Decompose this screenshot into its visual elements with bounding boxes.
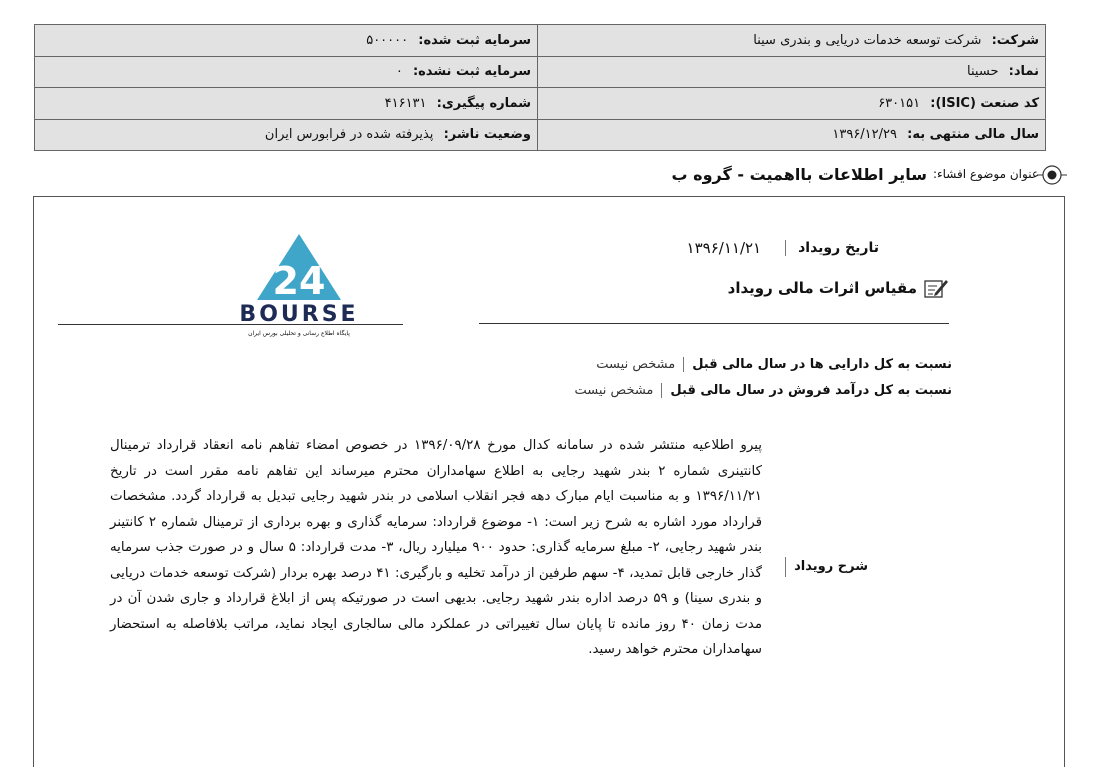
subject-label: عنوان موضوع افشاء: <box>932 167 1039 181</box>
registered-capital-cell <box>35 25 538 57</box>
event-description-label: شرح رویداد <box>785 557 868 577</box>
industry-code-cell <box>538 88 1046 120</box>
bourse-logo-mark-icon <box>229 232 369 302</box>
fiscal-year-label: سال مالی منتهی به: <box>907 127 1039 143</box>
info-row <box>35 88 1046 120</box>
divider <box>479 323 949 324</box>
unregistered-capital-cell <box>35 56 538 88</box>
fiscal-year-cell <box>538 119 1046 151</box>
disclosure-subject <box>672 160 1040 188</box>
publisher-status-value: پذیرفته شده در فرابورس ایران <box>264 127 434 143</box>
company-cell <box>538 25 1046 57</box>
sales-ratio-label: نسبت به کل درآمد فروش در سال مالی قبل <box>661 383 952 398</box>
registered-capital-value: ۵۰۰۰۰۰ <box>366 32 409 48</box>
event-date-label: تاریخ رویداد <box>785 240 879 256</box>
asset-ratio-row <box>596 357 952 372</box>
sales-ratio-value: مشخص نیست <box>574 383 654 398</box>
financial-impact-title-text: مقیاس اثرات مالی رویداد <box>727 279 917 297</box>
svg-text:24: 24 <box>272 259 326 302</box>
tracking-number-value: ۴۱۶۱۳۱ <box>384 95 427 111</box>
event-date-row <box>687 239 879 257</box>
edit-note-icon <box>923 277 949 299</box>
publisher-status-label: وضعیت ناشر: <box>443 127 531 143</box>
symbol-value: حسینا <box>967 64 999 80</box>
financial-impact-title <box>728 277 949 299</box>
unregistered-capital-value: ۰ <box>395 64 403 80</box>
company-value: شرکت توسعه خدمات دریایی و بندری سینا <box>753 32 982 48</box>
info-row <box>35 119 1046 151</box>
industry-code-label: کد صنعت (ISIC): <box>930 95 1039 111</box>
asset-ratio-value: مشخص نیست <box>596 357 676 372</box>
company-info-table <box>34 24 1046 151</box>
registered-capital-label: سرمایه ثبت شده: <box>418 32 531 48</box>
fiscal-year-value: ۱۳۹۶/۱۲/۲۹ <box>832 127 897 143</box>
publisher-status-cell <box>35 119 538 151</box>
industry-code-value: ۶۳۰۱۵۱ <box>878 95 921 111</box>
logo-word: BOURSE <box>239 302 359 327</box>
tracking-number-cell <box>35 88 538 120</box>
target-bullet-icon <box>1037 162 1067 188</box>
info-row <box>35 56 1046 88</box>
event-description-text: پیرو اطلاعیه منتشر شده در سامانه کدال مورخ ۱۳۹۶/۰۹/۲۸ در خصوص امضاء تفاهم نامه انعقاد قرارداد ترمینال کانتینری شماره ۲ بندر شهید رجایی به اطلاع سهامداران محترم میرساند این تفاهم نامه مقرر است در تاریخ ۱۳۹۶/۱۱/۲۱ و به مناسبت ایام مبارک دهه فجر انقلاب اسلامی در بندر شهید رجایی تبدیل به قرارداد گردد. مشخصات قرارداد مورد اشاره به شرح زیر است: ۱- موضوع قرارداد: سرمایه گذاری و بهره برداری از ترمینال شماره ۲ کانتینر بندر شهید رجایی، ۲- مبلغ سرمایه گذاری: حدود ۹۰۰ میلیارد ریال، ۳- مدت قرارداد: ۵ سال و در صورت جذب سرمایه گذار خارجی قابل تمدید، ۴- سهم طرفین از درآمد تخلیه و بارگیری: ۴۱ درصد بهره بردار (شرکت توسعه خدمات دریایی و بندری سینا) و ۵۹ درصد اداره بندر شهید رجایی. بدیهی است در صورتیکه پس از ابلاغ قرارداد و جاری شدن آن در مدت زمان ۴۰ روز مانده تا پایان سال تغییراتی در عملکرد مالی سالجاری ایجاد نماید، مراتب بلافاصله به استحضار سهامداران محترم خواهد رسید. <box>110 438 763 657</box>
symbol-cell <box>538 56 1046 88</box>
bourse-logo <box>229 232 369 347</box>
sales-ratio-row <box>574 383 952 398</box>
company-label: شرکت: <box>991 32 1039 48</box>
divider <box>58 324 403 325</box>
event-date-value: ۱۳۹۶/۱۱/۲۱ <box>686 239 762 257</box>
asset-ratio-label: نسبت به کل دارایی ها در سال مالی قبل <box>683 357 952 372</box>
unregistered-capital-label: سرمایه ثبت نشده: <box>412 64 531 80</box>
tracking-number-label: شماره پیگیری: <box>436 95 531 111</box>
logo-tagline: پایگاه اطلاع رسانی و تحلیلی بورس ایران <box>248 330 350 337</box>
symbol-label: نماد: <box>1008 64 1039 80</box>
report-panel <box>33 196 1065 767</box>
subject-value: سایر اطلاعات بااهمیت - گروه ب <box>671 164 927 184</box>
info-row <box>35 25 1046 57</box>
